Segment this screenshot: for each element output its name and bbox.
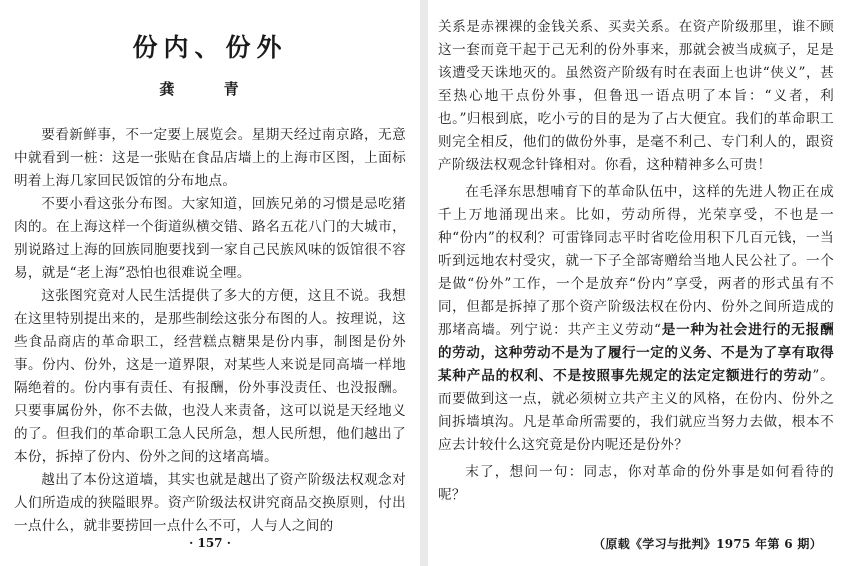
page-number: · 157 · [189,536,231,550]
right-page-body [438,16,834,507]
article-author: 龚 青 [159,80,261,98]
left-page [0,0,420,566]
paragraph: 不要小看这张分布图。大家知道，回族兄弟的习惯是忌吃猪肉的。在上海这样一个街道纵横交错、路名五花八门的大城市，别说路过上海的回族同胞要找到一家自己民族风味的饭馆很不容易，就是“老上海”恐怕也很难说全哩。 [14,196,406,281]
paragraph: 末了，想问一句：同志，你对革命的份外事是如何看待的呢？ [438,464,834,503]
source-citation: （原载《学习与批判》1975 年第 6 期） [593,537,822,551]
lenin-quote: 是一种为社会进行的无报酬的劳动，这种劳动不是为了履行一定的义务、不是为了享有取得某种产品的权利、不是按照事先规定的法定定额进行的劳动 [438,322,834,384]
article-title: 份内、份外 [132,33,288,62]
left-page-body [14,124,406,538]
paragraph-text: 在毛泽东思想哺育下的革命队伍中，这样的先进人物正在成千上万地涌现出来。比如，劳动所得，光荣享受，不也是一种“份内”的权利？可雷锋同志平时省吃俭用积下几百元钱，一当听到远地农村受灾，就一下子全部寄赠给当地人民公社了。一个是做“份外”工作，一个是放弃“份内”享受，两者的形式虽有不同，但都是拆掉了那个资产阶级法权在份内、份外之间所造成的那堵高墙。列宁说：共产主义劳动“ [438,184,834,338]
paragraph-text: ”。而要做到这一点，就必须树立共产主义的风格，在份内、份外之间拆墙填沟。凡是革命所需要的，我们就应当努力去做，根本不应去计较什么这究竟是份内呢还是份外？ [438,368,834,453]
paragraph [438,181,834,457]
paragraph: 越出了本份这道墙，其实也就是越出了资产阶级法权观念对人们所造成的狭隘眼界。资产阶级法权讲究商品交换原则，付出一点什么，就非要捞回一点什么不可，人与人之间的 [14,472,406,534]
paragraph: 要看新鲜事，不一定要上展览会。星期天经过南京路，无意中就看到一桩：这是一张贴在食品店墙上的上海市区图，上面标明着上海几家回民饭馆的分布地点。 [14,127,406,189]
book-gutter [420,0,428,566]
paragraph-continued: 关系是赤裸裸的金钱关系、买卖关系。在资产阶级那里，谁不顾这一套而竟干起于己无利的份外事来，那就会被当成疯子，足是该遭受天诛地灭的。虽然资产阶级有时在表面上也讲“侠义”，甚至热心地干点份外事，但鲁迅一语点明了本旨：“义者，利也。”归根到底，吃小亏的目的是为了占大便宜。我们的革命职工则完全相反，他们的做份外事，是毫不利己、专门利人的，跟资产阶级法权观念针锋相对。你看，这种精神多么可贵！ [438,19,834,173]
paragraph: 这张图究竟对人民生活提供了多大的方便，这且不说。我想在这里特别提出来的，是那些制绘这张分布图的人。按理说，这些食品商店的革命职工，经营糕点糖果是份内事，制图是份外事。份内、份外，这是一道界限，对某些人来说是同高墙一样地隔绝着的。份内事有责任、有报酬，份外事没责任、也没报酬。只要事属份外，你不去做，也没人来责备，这可以说是天经地义的了。但我们的革命职工急人民所急，想人民所想，他们越出了本份，拆掉了份内、份外之间的这堵高墙。 [14,288,406,465]
right-page [428,0,844,566]
